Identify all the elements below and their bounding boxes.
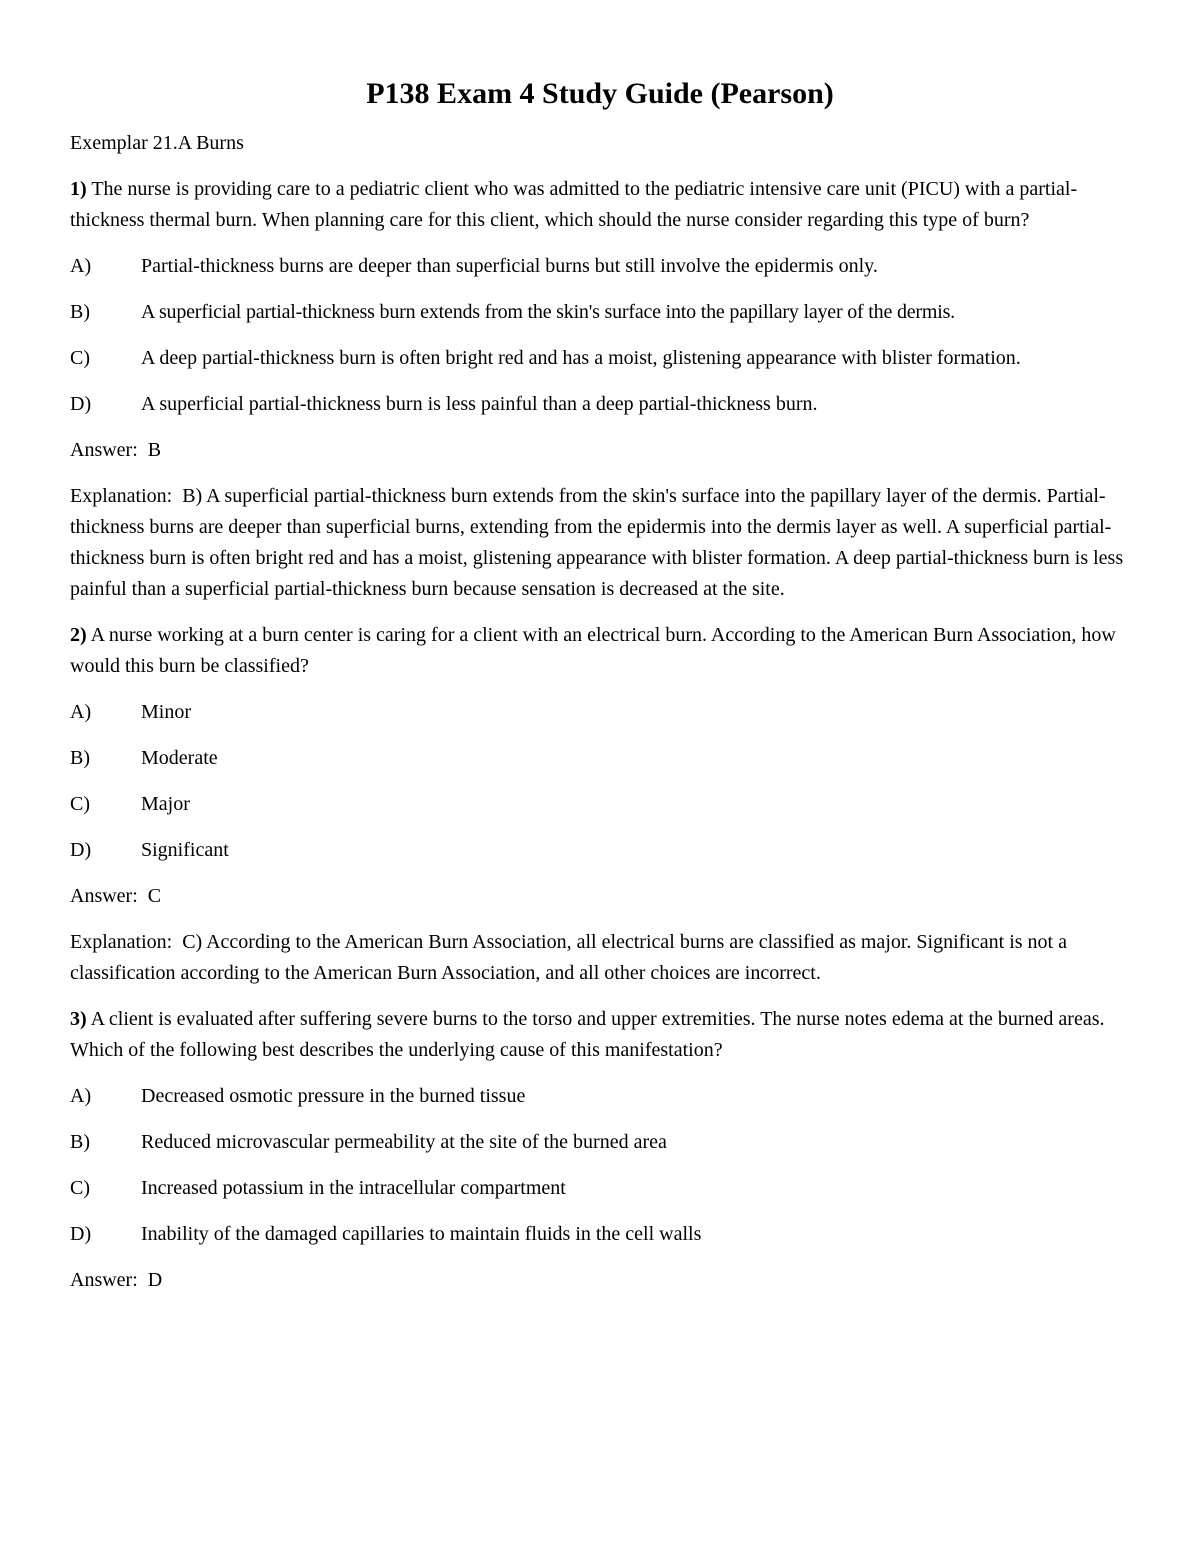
option-letter: A) [70,701,92,723]
option-text: Major [141,793,190,815]
option-text: Decreased osmotic pressure in the burned tissue [141,1085,526,1107]
option-text: Reduced microvascular permeability at the site of the burned area [141,1131,667,1153]
option-text: Partial-thickness burns are deeper than superficial burns but still involve the epidermis only. [141,255,878,277]
option-text: Significant [141,839,229,861]
question-text: A nurse working at a burn center is caring for a client with an electrical burn. According to the American Burn Association, how would this burn be classified? [70,624,1116,677]
question-block [70,1004,1130,1296]
answer-option [70,343,1130,374]
question-block [70,620,1130,989]
answer-option [70,251,1130,282]
option-letter: C) [70,347,90,369]
option-letter: D) [70,393,92,415]
explanation: Explanation: C) According to the American Burn Association, all electrical burns are classified as major. Significant is not a classification according to the American Burn Association, and all other choices are incorrect. [70,931,1072,984]
question-text: The nurse is providing care to a pediatric client who was admitted to the pediatric intensive care unit (PICU) with a partial-thickness thermal burn. When planning care for this client, which should the nurse consider regarding this type of burn? [70,178,1078,231]
explanation: Explanation: B) A superficial partial-thickness burn extends from the skin's surface into the papillary layer of the dermis. Partial-thickness burns are deeper than superficial burns, extending from the epidermis into the dermis layer as well. A superficial partial-thickness burn is often bright red and has a moist, glistening appearance with blister formation. A deep partial-thickness burn is less painful than a superficial partial-thickness burn because sensation is decreased at the site. [70,485,1129,600]
option-text: A superficial partial-thickness burn is less painful than a deep partial-thickness burn. [141,393,818,415]
exemplar-heading: Exemplar 21.A Burns [70,132,244,154]
option-letter: C) [70,793,90,815]
question-stem [70,1004,1130,1066]
option-letter: B) [70,301,90,323]
option-letter: B) [70,747,90,769]
question-block [70,174,1130,605]
answer-option [70,743,1130,774]
option-letter: B) [70,1131,90,1153]
answer-option [70,389,1130,420]
question-number: 2) [70,624,87,646]
option-text: A deep partial-thickness burn is often bright red and has a moist, glistening appearance with blister formation. [141,347,1021,369]
question-text: A client is evaluated after suffering severe burns to the torso and upper extremities. The nurse notes edema at the burned areas. Which of the following best describes the underlying cause of this manifestation? [70,1008,1105,1061]
answer-option [70,1219,1130,1250]
answer-option [70,835,1130,866]
option-text: A superficial partial-thickness burn extends from the skin's surface into the papillary layer of the dermis. [141,301,955,323]
answer-option [70,697,1130,728]
answer-option [70,1173,1130,1204]
question-stem [70,174,1130,236]
document-title: P138 Exam 4 Study Guide (Pearson) [366,77,834,110]
answer-line: Answer: B [70,439,162,461]
option-text: Moderate [141,747,218,769]
option-text: Inability of the damaged capillaries to maintain fluids in the cell walls [141,1223,702,1245]
question-number: 3) [70,1008,87,1030]
option-letter: D) [70,839,92,861]
option-letter: D) [70,1223,92,1245]
document-page [70,70,1130,1311]
answer-option [70,1081,1130,1112]
question-number: 1) [70,178,87,200]
option-letter: A) [70,1085,92,1107]
question-stem [70,620,1130,682]
option-letter: A) [70,255,92,277]
option-text: Increased potassium in the intracellular compartment [141,1177,566,1199]
option-letter: C) [70,1177,90,1199]
answer-option [70,297,1130,328]
answer-line: Answer: D [70,1269,163,1291]
answer-line: Answer: C [70,885,162,907]
option-text: Minor [141,701,191,723]
answer-option [70,1127,1130,1158]
answer-option [70,789,1130,820]
